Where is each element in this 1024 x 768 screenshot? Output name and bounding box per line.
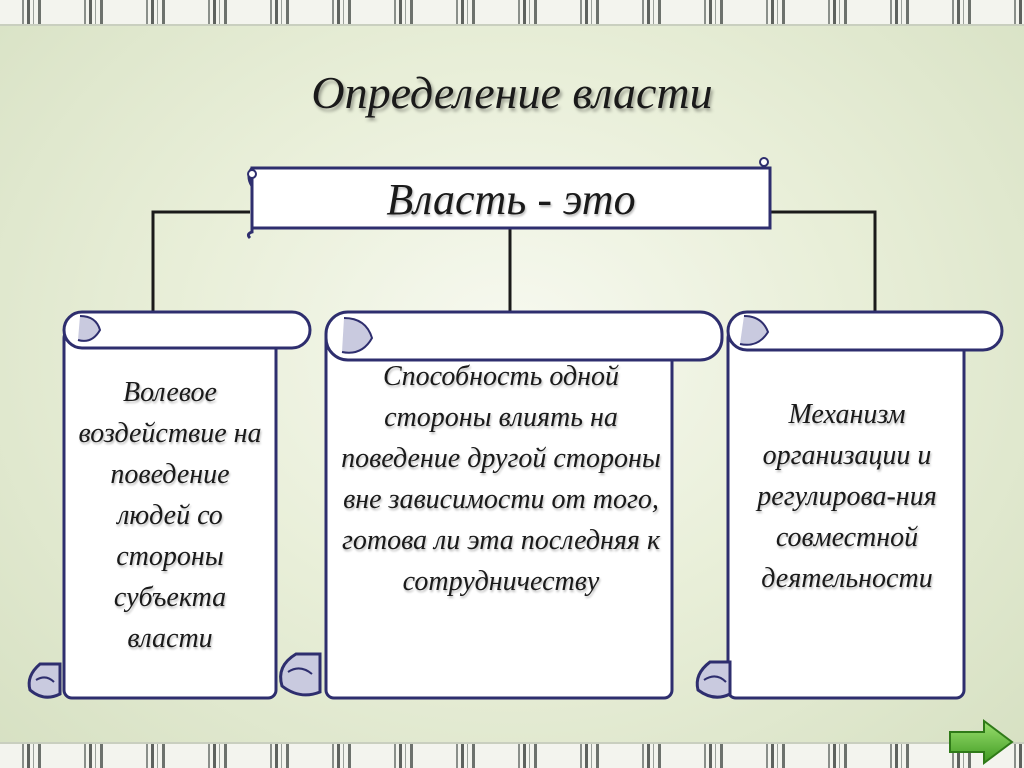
next-arrow-icon[interactable]: [946, 718, 1016, 766]
definition-box-3-text: Механизм организации и регулирова-ния совместной деятельности: [757, 399, 937, 594]
header-label: Власть - это: [386, 175, 636, 224]
definition-box-2-text: Способность одной стороны влиять на поведение другой стороны вне зависимости от того, готова ли эта последняя к сотрудничеству: [341, 361, 661, 597]
connector-left: [153, 212, 250, 312]
slide-title: Определение власти: [311, 67, 713, 118]
definition-box-1-text: Волевое воздействие на поведение людей со стороны субъекта власти: [78, 377, 262, 654]
connector-right: [770, 212, 875, 312]
